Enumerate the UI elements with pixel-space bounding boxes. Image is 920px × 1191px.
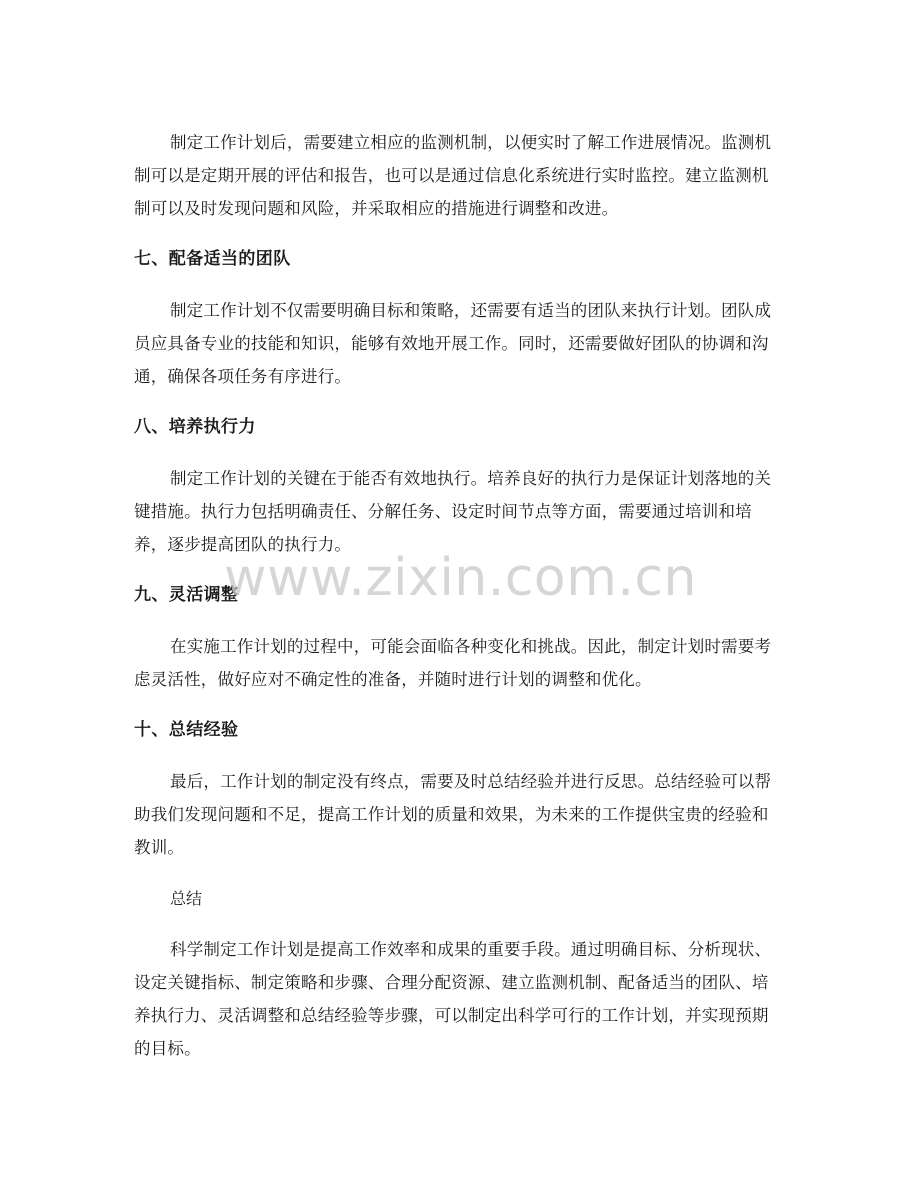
watermark-text: www.zixin.com.cn (224, 548, 697, 608)
section-heading-8: 八、培养执行力 (134, 417, 256, 437)
intro-paragraph: 制定工作计划后，需要建立相应的监测机制，以便实时了解工作进展情况。监测机制可以是定期开展的评估和报告，也可以是通过信息化系统进行实时监控。建立监测机制可以及时发现问题和风险，并采取相应的措施进行调整和改进。 (134, 133, 772, 218)
section-body-7: 制定工作计划不仅需要明确目标和策略，还需要有适当的团队来执行计划。团队成员应具备专业的技能和知识，能够有效地开展工作。同时，还需要做好团队的协调和沟通，确保各项任务有序进行。 (134, 301, 772, 386)
summary-body: 科学制定工作计划是提高工作效率和成果的重要手段。通过明确目标、分析现状、设定关键指标、制定策略和步骤、合理分配资源、建立监测机制、配备适当的团队、培养执行力、灵活调整和总结经验等步骤，可以制定出科学可行的工作计划，并实现预期的目标。 (134, 940, 772, 1058)
section-heading-10: 十、总结经验 (134, 720, 239, 740)
summary-label: 总结 (170, 889, 203, 908)
section-body-10: 最后，工作计划的制定没有终点，需要及时总结经验并进行反思。总结经验可以帮助我们发现问题和不足，提高工作计划的质量和效果，为未来的工作提供宝贵的经验和教训。 (134, 772, 772, 857)
section-heading-7: 七、配备适当的团队 (134, 249, 291, 269)
section-body-8: 制定工作计划的关键在于能否有效地执行。培养良好的执行力是保证计划落地的关键措施。执行力包括明确责任、分解任务、设定时间节点等方面，需要通过培训和培养，逐步提高团队的执行力。 (134, 469, 772, 554)
section-body-9: 在实施工作计划的过程中，可能会面临各种变化和挑战。因此，制定计划时需要考虑灵活性，做好应对不确定性的准备，并随时进行计划的调整和优化。 (134, 637, 772, 689)
section-heading-9: 九、灵活调整 (134, 585, 239, 605)
